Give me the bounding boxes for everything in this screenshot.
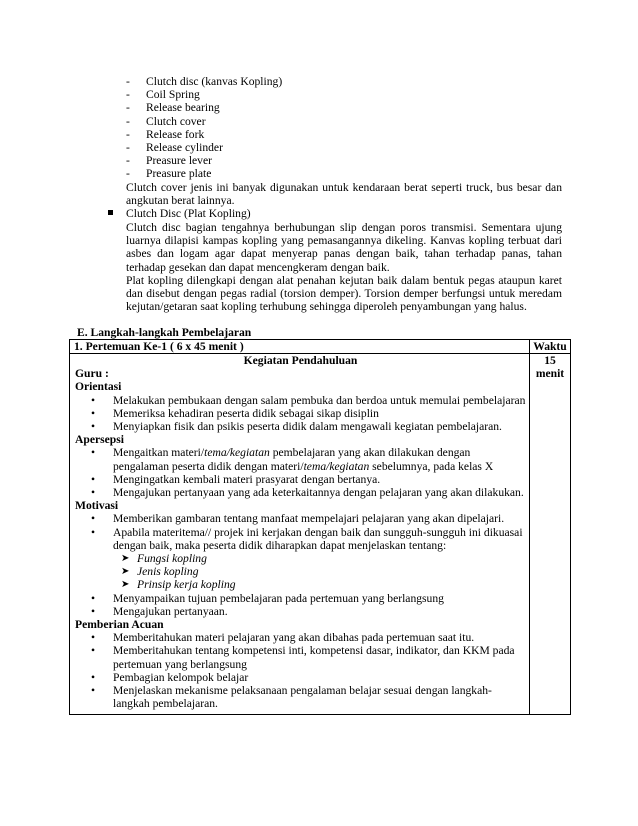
list-item: • Menjelaskan mekanisme pelaksanaan pengalaman belajar sesuai dengan langkah-langkah pembelajaran. xyxy=(75,684,526,710)
time-unit: menit xyxy=(535,367,565,381)
apersepsi-title: Apersepsi xyxy=(75,433,124,447)
list-item: • Mengajukan pertanyaan. xyxy=(75,605,526,618)
square-bullet-icon xyxy=(108,210,113,215)
clutch-cover-paragraph: Clutch cover jenis ini banyak digunakan untuk kendaraan berat seperti truck, bus besar dan angkutan berat lainnya. xyxy=(126,181,562,208)
clutch-disc-paragraph: Clutch disc bagian tengahnya berhubungan slip dengan poros transmisi. Sementara ujung luarnya dilapisi kampas kopling yang pemasangannya dikeling. Kanvas kopling terbuat dari asbes dan logam agar dapat menyerap panas dengan baik, tahan terhadap panas, tahan terhadap gesekan dan dapat mencengkeram dengan baik. xyxy=(126,221,562,274)
list-item: • Menyiapkan fisik dan psikis peserta didik dalam mengawali kegiatan pembelajaran. xyxy=(75,420,526,433)
arrow-bullet-icon: ➤ xyxy=(121,566,130,578)
list-item: • Memeriksa kehadiran peserta didik sebagai sikap disiplin xyxy=(75,407,526,420)
time-header: Waktu xyxy=(530,340,571,354)
list-item: • Pembagian kelompok belajar xyxy=(75,671,526,684)
clutch-disc-heading: Clutch Disc (Plat Kopling) xyxy=(108,207,251,220)
list-item: • Mengajukan pertanyaan yang ada keterkaitannya dengan pelajaran yang akan dilakukan. xyxy=(75,486,526,499)
list-item: • Mengingatkan kembali materi prasyarat dengan bertanya. xyxy=(75,473,526,486)
list-item: • Apabila materitema// projek ini kerjakan dengan baik dan sungguh-sungguh ini dikuasai dengan baik, maka peserta didik diharapkan dapat menjelaskan tentang: xyxy=(75,526,526,552)
list-item: • Memberikan gambaran tentang manfaat mempelajari pelajaran yang akan dipelajari. xyxy=(75,512,526,525)
list-item: • Melakukan pembukaan dengan salam pembuka dan berdoa untuk memulai pembelajaran xyxy=(75,394,526,407)
sub-list-item: ➤ Fungsi kopling xyxy=(121,552,207,566)
guru-label: Guru : xyxy=(75,367,109,381)
plat-kopling-paragraph: Plat kopling dilengkapi dengan alat penahan kejutan baik dalam bentuk pegas ataupun karet dan disebut dengan pegas radial (torsion demper). Torsion demper berfungsi untuk meredam kejutan/getaran saat kopling terhubung sehingga diperoleh penyambungan yang halus. xyxy=(126,274,562,314)
time-cell xyxy=(530,354,571,715)
acuan-title: Pemberian Acuan xyxy=(75,618,164,632)
table-header-row xyxy=(70,340,571,354)
sub-list-item: ➤ Prinsip kerja kopling xyxy=(121,578,236,592)
section-title: E. Langkah-langkah Pembelajaran xyxy=(77,326,252,339)
table-row xyxy=(70,354,571,715)
list-item: - Preasure lever xyxy=(126,154,212,168)
list-item: - Preasure plate xyxy=(126,167,212,181)
activity-title: Kegiatan Pendahuluan xyxy=(243,354,358,367)
motivasi-title: Motivasi xyxy=(75,499,119,513)
arrow-bullet-icon: ➤ xyxy=(121,579,130,591)
list-item: - Clutch disc (kanvas Kopling) xyxy=(126,75,283,88)
list-item: - Release cylinder xyxy=(126,140,223,154)
list-item: • Memberitahukan tentang kompetensi inti, kompetensi dasar, indikator, dan KKM pada pertemuan yang berlangsung xyxy=(75,644,526,670)
orientasi-title: Orientasi xyxy=(75,380,122,394)
activity-cell xyxy=(70,354,530,715)
component-list xyxy=(126,75,282,181)
lesson-plan-table xyxy=(69,339,571,715)
list-item: • Mengaitkan materi/tema/kegiatan pembelajaran yang akan dilakukan dengan pengalaman peserta didik dengan materi/tema/kegiatan sebelumnya, pada kelas X xyxy=(75,446,526,472)
time-value: 15 xyxy=(544,354,556,367)
list-item: - Coil Spring xyxy=(126,88,200,102)
sub-list-item: ➤ Jenis kopling xyxy=(121,565,199,579)
list-item: - Release fork xyxy=(126,127,205,141)
meeting-header: 1. Pertemuan Ke-1 ( 6 x 45 menit ) xyxy=(70,340,530,354)
arrow-bullet-icon: ➤ xyxy=(121,553,130,565)
list-item: - Release bearing xyxy=(126,101,220,115)
list-item: • Memberitahukan materi pelajaran yang akan dibahas pada pertemuan saat itu. xyxy=(75,631,526,644)
list-item: - Clutch cover xyxy=(126,114,206,128)
list-item: • Menyampaikan tujuan pembelajaran pada pertemuan yang berlangsung xyxy=(75,592,526,605)
